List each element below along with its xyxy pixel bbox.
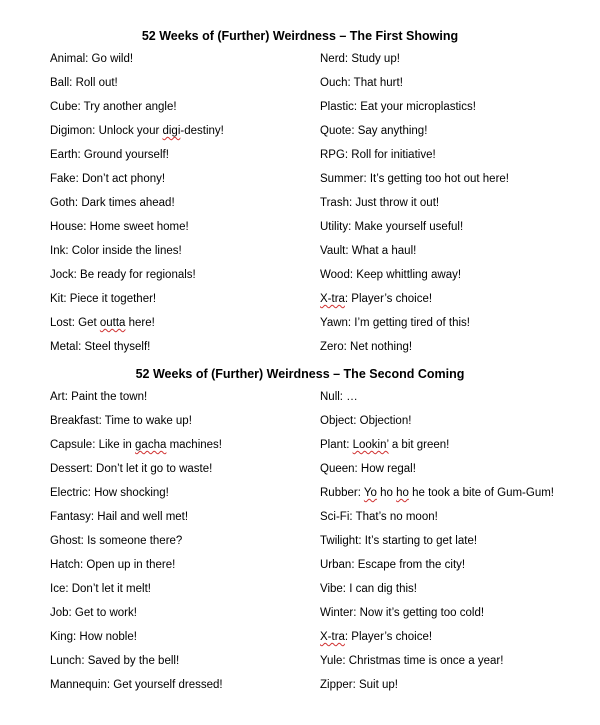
left-column (50, 388, 223, 700)
list-item: Quote: Say anything! (320, 125, 428, 137)
list-item: Fantasy: Hail and well met! (50, 511, 189, 523)
spellcheck-flagged-word: X-tra (320, 631, 345, 643)
list-item: Cube: Try another angle! (50, 101, 177, 113)
list-item: Vibe: I can dig this! (320, 583, 417, 595)
list-item: Mannequin: Get yourself dressed! (50, 679, 223, 691)
list-item: Ball: Roll out! (50, 77, 118, 89)
list-item: Ghost: Is someone there? (50, 535, 183, 547)
list-item: Null: … (320, 391, 358, 403)
list-item: Breakfast: Time to wake up! (50, 415, 192, 427)
list-item: Lost: Get outta here! (50, 317, 155, 329)
list-item: Digimon: Unlock your digi-destiny! (50, 125, 224, 137)
list-item: Capsule: Like in gacha machines! (50, 439, 222, 451)
right-column (320, 388, 554, 700)
list-item: Winter: Now it’s getting too cold! (320, 607, 485, 619)
list-item: House: Home sweet home! (50, 221, 189, 233)
left-column (50, 50, 224, 362)
spellcheck-flagged-word: Yo (363, 487, 377, 499)
list-item: Trash: Just throw it out! (320, 197, 440, 209)
list-item: Rubber: Yo ho ho he took a bite of Gum-Gum! (320, 487, 554, 499)
list-item: Metal: Steel thyself! (50, 341, 151, 353)
section-title: 52 Weeks of (Further) Weirdness – The Second Coming (135, 367, 465, 381)
list-item: Urban: Escape from the city! (320, 559, 466, 571)
list-item: Zipper: Suit up! (320, 679, 398, 691)
list-item: Plant: Lookin’ a bit green! (320, 439, 450, 451)
list-item: Object: Objection! (320, 415, 412, 427)
list-item: Summer: It’s getting too hot out here! (320, 173, 510, 185)
list-item: Yawn: I’m getting tired of this! (320, 317, 470, 329)
list-item: Goth: Dark times ahead! (50, 197, 175, 209)
list-item: Wood: Keep whittling away! (320, 269, 462, 281)
list-item: Hatch: Open up in there! (50, 559, 176, 571)
list-item: X-tra: Player’s choice! (320, 631, 433, 643)
list-item: Job: Get to work! (50, 607, 137, 619)
spellcheck-flagged-word: outta (99, 317, 126, 329)
list-item: Ice: Don’t let it melt! (50, 583, 151, 595)
list-item: Earth: Ground yourself! (50, 149, 169, 161)
spellcheck-flagged-word: digi (162, 125, 181, 137)
spellcheck-flagged-word: X-tra (320, 293, 345, 305)
spellcheck-flagged-word: gacha (135, 439, 167, 451)
list-item: Queen: How regal! (320, 463, 416, 475)
list-item: Sci-Fi: That’s no moon! (320, 511, 438, 523)
list-item: Kit: Piece it together! (50, 293, 157, 305)
list-item: Twilight: It’s starting to get late! (320, 535, 478, 547)
list-item: Yule: Christmas time is once a year! (320, 655, 504, 667)
list-item: Lunch: Saved by the bell! (50, 655, 180, 667)
list-item: Vault: What a haul! (320, 245, 417, 257)
spellcheck-flagged-word: ho (396, 487, 409, 499)
list-item: King: How noble! (50, 631, 137, 643)
right-column (320, 50, 509, 362)
list-item: Fake: Don’t act phony! (50, 173, 166, 185)
list-item: Ouch: That hurt! (320, 77, 403, 89)
section-title: 52 Weeks of (Further) Weirdness – The First Showing (141, 29, 459, 43)
list-item: X-tra: Player’s choice! (320, 293, 433, 305)
list-item: Animal: Go wild! (50, 53, 134, 65)
list-item: Electric: How shocking! (50, 487, 169, 499)
list-item: Zero: Net nothing! (320, 341, 413, 353)
list-item: Ink: Color inside the lines! (50, 245, 182, 257)
list-item: Utility: Make yourself useful! (320, 221, 464, 233)
list-item: Nerd: Study up! (320, 53, 400, 65)
list-item: Jock: Be ready for regionals! (50, 269, 196, 281)
list-item: RPG: Roll for initiative! (320, 149, 436, 161)
list-item: Dessert: Don’t let it go to waste! (50, 463, 213, 475)
spellcheck-flagged-word: Lookin’ (352, 439, 389, 451)
list-item: Plastic: Eat your microplastics! (320, 101, 476, 113)
list-item: Art: Paint the town! (50, 391, 148, 403)
